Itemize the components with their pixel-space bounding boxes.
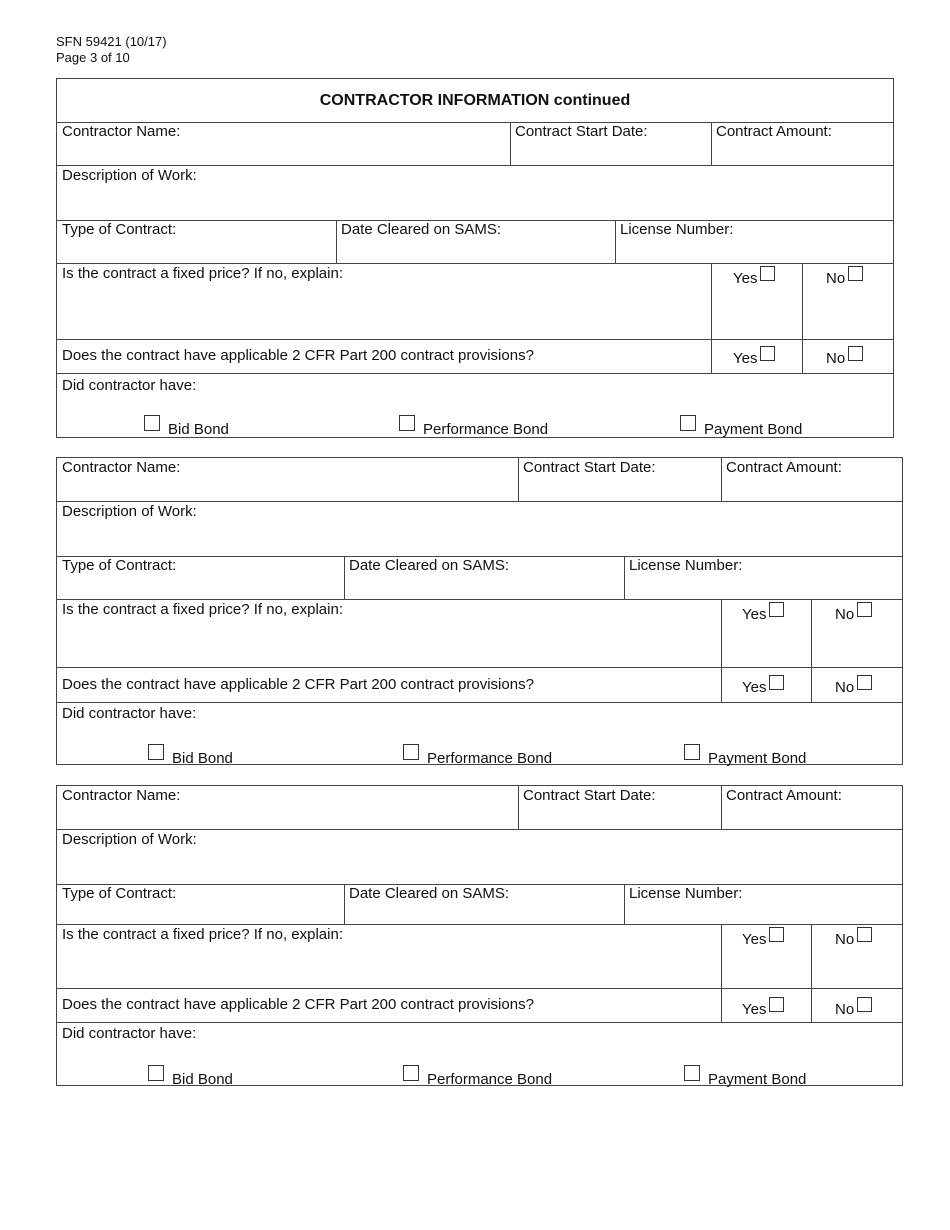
fixed-price-explain-field[interactable]: Is the contract a fixed price? If no, explain: — [62, 926, 343, 943]
contract-amount-field[interactable]: Contract Amount: — [726, 459, 842, 476]
contract-amount-field[interactable]: Contract Amount: — [716, 123, 832, 140]
payment-bond-option: Payment Bond — [684, 744, 806, 768]
cfr-no: No — [835, 675, 872, 697]
cfr-yes: Yes — [742, 997, 784, 1019]
type-of-contract-field[interactable]: Type of Contract: — [62, 885, 177, 902]
date-cleared-sams-field[interactable]: Date Cleared on SAMS: — [349, 885, 510, 902]
license-number-field[interactable]: License Number: — [620, 221, 734, 238]
section-title: CONTRACTOR INFORMATION continued — [319, 92, 631, 109]
contractor-name-field[interactable]: Contractor Name: — [62, 123, 181, 140]
payment-bond-checkbox[interactable] — [684, 1065, 700, 1081]
performance-bond-option: Performance Bond — [403, 1065, 552, 1089]
type-of-contract-field[interactable]: Type of Contract: — [62, 221, 177, 238]
cfr-no-checkbox[interactable] — [857, 997, 872, 1012]
fixed-price-no-checkbox[interactable] — [857, 602, 872, 617]
payment-bond-option: Payment Bond — [684, 1065, 806, 1089]
fixed-price-no-checkbox[interactable] — [848, 266, 863, 281]
performance-bond-checkbox[interactable] — [399, 415, 415, 431]
license-number-field[interactable]: License Number: — [629, 885, 743, 902]
contract-start-date-field[interactable]: Contract Start Date: — [523, 459, 656, 476]
payment-bond-checkbox[interactable] — [680, 415, 696, 431]
performance-bond-checkbox[interactable] — [403, 744, 419, 760]
cfr-yes-checkbox[interactable] — [760, 346, 775, 361]
fixed-price-yes-checkbox[interactable] — [769, 602, 784, 617]
type-of-contract-field[interactable]: Type of Contract: — [62, 557, 177, 574]
cfr-no-checkbox[interactable] — [857, 675, 872, 690]
payment-bond-option: Payment Bond — [680, 415, 802, 439]
contractor-block-2 — [56, 457, 903, 765]
cfr-no: No — [835, 997, 872, 1019]
did-contractor-have-label: Did contractor have: — [62, 377, 197, 394]
page-number: Page 3 of 10 — [56, 50, 130, 65]
fixed-price-no: No — [835, 927, 872, 949]
bid-bond-option: Bid Bond — [148, 744, 233, 768]
contractor-block-1 — [56, 78, 894, 438]
fixed-price-yes: Yes — [742, 602, 784, 624]
cfr-question: Does the contract have applicable 2 CFR Part 200 contract provisions? — [62, 347, 534, 364]
contractor-name-field[interactable]: Contractor Name: — [62, 787, 181, 804]
bid-bond-checkbox[interactable] — [148, 744, 164, 760]
fixed-price-yes-checkbox[interactable] — [760, 266, 775, 281]
cfr-question: Does the contract have applicable 2 CFR Part 200 contract provisions? — [62, 676, 534, 693]
date-cleared-sams-field[interactable]: Date Cleared on SAMS: — [349, 557, 510, 574]
fixed-price-yes: Yes — [733, 266, 775, 288]
cfr-no-checkbox[interactable] — [848, 346, 863, 361]
cfr-yes-checkbox[interactable] — [769, 997, 784, 1012]
form-number: SFN 59421 (10/17) — [56, 34, 167, 49]
did-contractor-have-label: Did contractor have: — [62, 1025, 197, 1042]
description-of-work-field[interactable]: Description of Work: — [62, 167, 197, 184]
performance-bond-checkbox[interactable] — [403, 1065, 419, 1081]
cfr-yes: Yes — [733, 346, 775, 368]
payment-bond-checkbox[interactable] — [684, 744, 700, 760]
performance-bond-option: Performance Bond — [399, 415, 548, 439]
cfr-no: No — [826, 346, 863, 368]
contract-amount-field[interactable]: Contract Amount: — [726, 787, 842, 804]
fixed-price-explain-field[interactable]: Is the contract a fixed price? If no, explain: — [62, 265, 343, 282]
did-contractor-have-label: Did contractor have: — [62, 705, 197, 722]
fixed-price-explain-field[interactable]: Is the contract a fixed price? If no, explain: — [62, 601, 343, 618]
cfr-yes-checkbox[interactable] — [769, 675, 784, 690]
bid-bond-option: Bid Bond — [148, 1065, 233, 1089]
performance-bond-option: Performance Bond — [403, 744, 552, 768]
bid-bond-option: Bid Bond — [144, 415, 229, 439]
description-of-work-field[interactable]: Description of Work: — [62, 503, 197, 520]
fixed-price-yes: Yes — [742, 927, 784, 949]
contractor-name-field[interactable]: Contractor Name: — [62, 459, 181, 476]
description-of-work-field[interactable]: Description of Work: — [62, 831, 197, 848]
date-cleared-sams-field[interactable]: Date Cleared on SAMS: — [341, 221, 502, 238]
fixed-price-yes-checkbox[interactable] — [769, 927, 784, 942]
cfr-yes: Yes — [742, 675, 784, 697]
bid-bond-checkbox[interactable] — [144, 415, 160, 431]
form-header — [56, 34, 167, 66]
fixed-price-no-checkbox[interactable] — [857, 927, 872, 942]
fixed-price-no: No — [835, 602, 872, 624]
contract-start-date-field[interactable]: Contract Start Date: — [523, 787, 656, 804]
contract-start-date-field[interactable]: Contract Start Date: — [515, 123, 648, 140]
bid-bond-checkbox[interactable] — [148, 1065, 164, 1081]
cfr-question: Does the contract have applicable 2 CFR Part 200 contract provisions? — [62, 996, 534, 1013]
fixed-price-no: No — [826, 266, 863, 288]
license-number-field[interactable]: License Number: — [629, 557, 743, 574]
contractor-block-3 — [56, 785, 903, 1086]
